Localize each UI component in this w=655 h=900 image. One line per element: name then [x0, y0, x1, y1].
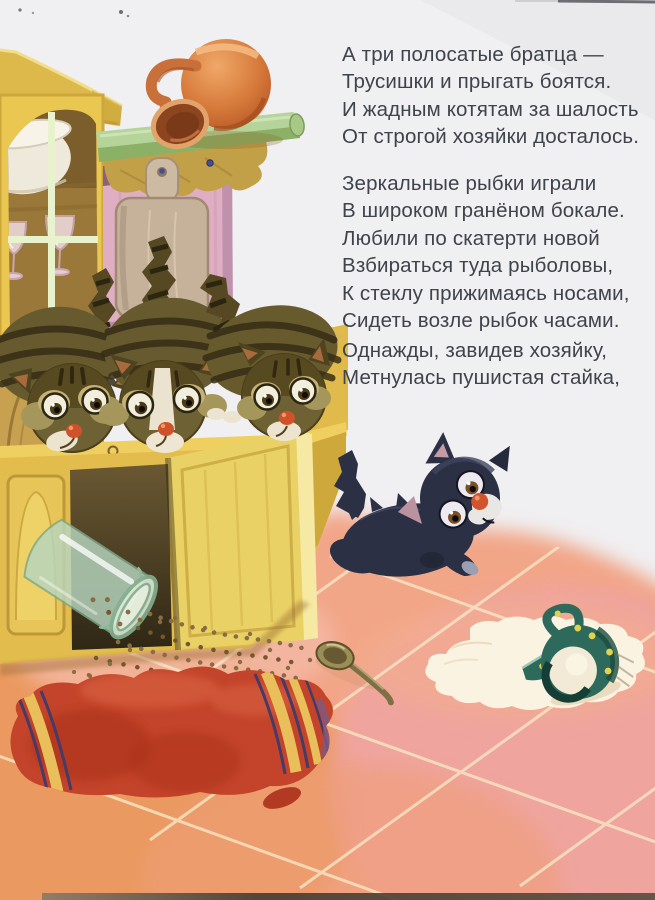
poem-line: От строгой хозяйки досталось.	[342, 125, 640, 149]
poem-line: И жадным котятам за шалость	[342, 97, 639, 121]
poem-line: Взбираться туда рыболовы,	[342, 254, 614, 278]
poem-stanza-2	[342, 170, 630, 334]
poem-line: Метнулась пушистая стайка,	[342, 366, 621, 390]
poem-line: Сидеть возле рыбок часами.	[342, 309, 620, 333]
poem-line: В широком гранёном бокале.	[342, 199, 625, 223]
poem-line: К стеклу прижимаясь носами,	[342, 281, 630, 305]
poem-line: Любили по скатерти новой	[342, 226, 600, 250]
poem-stanza-1	[342, 41, 639, 151]
poem-line: Трусишки и прыгать боятся.	[342, 70, 612, 94]
poem-line: Зеркальные рыбки играли	[342, 172, 597, 195]
poem-line: А три полосатые братца —	[342, 43, 604, 66]
page-edge-shadow	[42, 893, 655, 900]
poem-stanza-3	[342, 337, 620, 392]
poem-line: Однажды, завидев хозяйку,	[342, 339, 608, 362]
